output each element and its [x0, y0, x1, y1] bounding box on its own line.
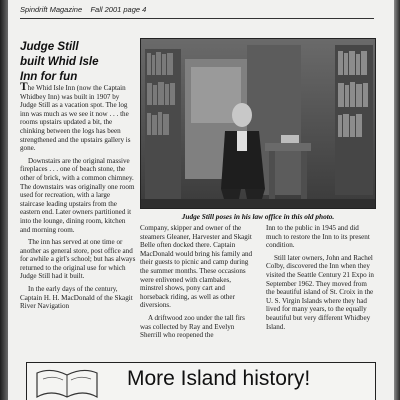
paragraph-8: Still later owners, John and Rachel Colby, discovered the Inn when they visited the Seattle Century 21 Expo in September 1962. They moved from the beautiful island of St. Croix in the U. S. Virgin Islands where they had lived for many years, to the equally beautiful but very different Whidbey Island. [266, 253, 374, 331]
page-header [20, 5, 374, 19]
paragraph-4: In the early days of the century, Captain H. H. MacDonald of the Skagit River Navigation [20, 285, 133, 311]
historic-photo [140, 38, 376, 209]
headline-line-3: Inn for fun [20, 70, 78, 83]
article-headline [20, 39, 136, 84]
paragraph-1 [20, 83, 136, 153]
paragraph-2: Downstairs are the original massive fireplaces . . . one of beach stone, the other of brick, with a common chimney. The downstairs was originally one room used for recreation, with a large staircase leading upstairs from the eastern end. Later owners partitioned it into the lounge, dining room, kitchen and morning room. [20, 156, 135, 234]
paragraph-1-text: he Whid Isle Inn (now the Captain Whidbey Inn) was built in 1907 by Judge Still as a vacation spot. The log inn was much as we see it now . . . the rooms upstairs updated a bit, the chinking between the logs has been strengthened and the upstairs gallery is gone. [20, 84, 131, 153]
book-logo-icon [31, 367, 103, 400]
paragraph-5: Company, skipper and owner of the steamers Gleaner, Harvester and Skagit Belle often docked there. Captain MacDonald would bring his family and their guests to picnic and camp during the summer months. These occasions were enlivened with clambakes, minstrel shows, pony cart and horseback riding, as well as other diversions. [140, 224, 253, 310]
headline-line-1: Judge Still [20, 40, 79, 53]
ad-title: More Island history! [127, 367, 311, 390]
headline-line-2: built Whid Isle [20, 55, 99, 68]
scan-shadow-right [394, 0, 400, 400]
article-column-2 [140, 224, 254, 344]
header-rule [20, 18, 374, 19]
photo-caption: Judge Still poses in his law office in this old photo. [181, 212, 335, 221]
header-text: Spindrift Magazine Fall 2001 page 4 [20, 5, 147, 14]
paragraph-7: Inn to the public in 1945 and did much to restore the Inn to its present condition. [266, 224, 370, 250]
ad-banner[interactable] [26, 362, 376, 400]
drop-cap: T [20, 81, 28, 93]
photo-illustration [141, 39, 376, 209]
magazine-page [8, 0, 394, 400]
scan-shadow-left [0, 0, 8, 400]
paragraph-6: A driftwood zoo under the tall firs was collected by Ray and Evelyn Sherrill who reopened the [140, 313, 245, 340]
paragraph-3: The inn has served at one time or another as general store, post office and for awhile a girl's school; but has always returned to the original use for which Judge Still had it built. [20, 238, 136, 281]
article-column-1 [20, 83, 136, 315]
article-column-3 [266, 224, 376, 335]
